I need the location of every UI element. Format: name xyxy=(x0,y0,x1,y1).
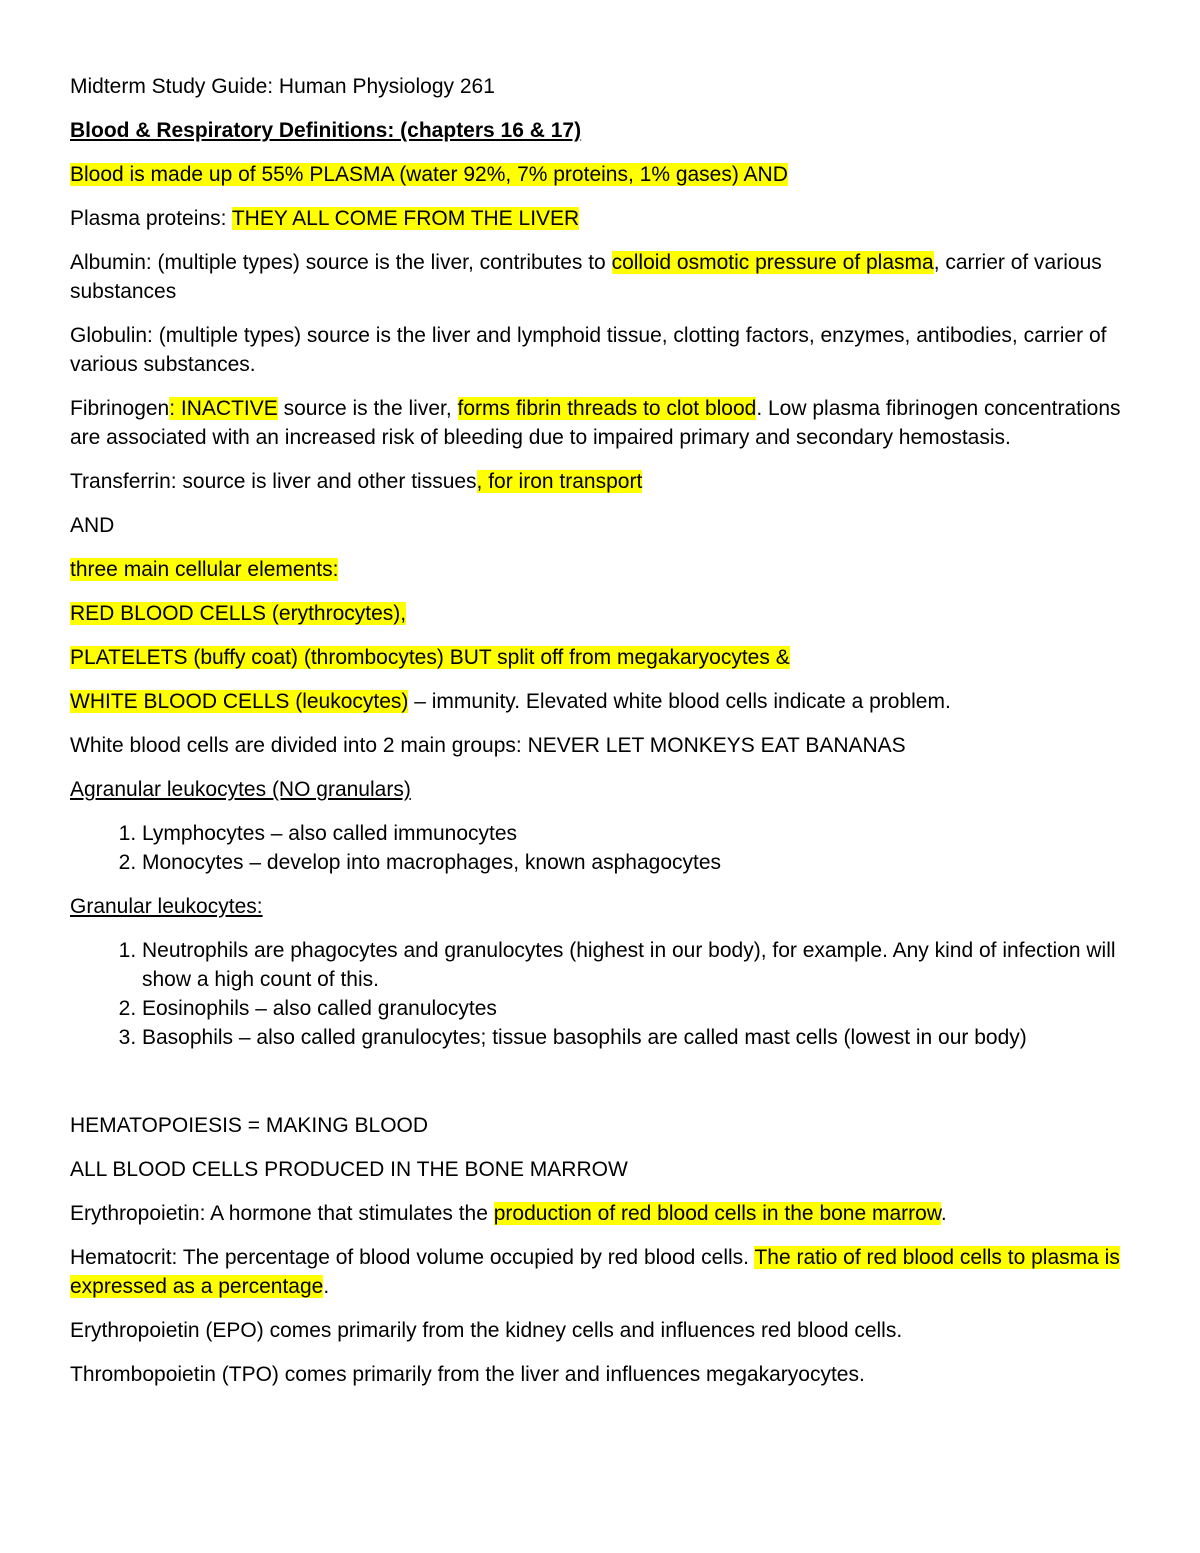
list-item: 3. Basophils – also called granulocytes; tissue basophils are called mast cells (lowest in our body) xyxy=(142,1023,1130,1052)
list-item: 1. Lymphocytes – also called immunocytes xyxy=(142,819,1130,848)
document-page xyxy=(70,72,1130,1404)
blood-intro: Blood is made up of 55% PLASMA (water 92%, 7% proteins, 1% gases) AND xyxy=(70,163,788,186)
hematopoiesis: HEMATOPOIESIS = MAKING BLOOD xyxy=(70,1114,429,1137)
agranular-heading: Agranular leukocytes (NO granulars) xyxy=(70,778,411,801)
list-item: 2. Monocytes – develop into macrophages, known asphagocytes xyxy=(142,848,1130,877)
plasma-proteins: Plasma proteins: THEY ALL COME FROM THE LIVER xyxy=(70,207,580,230)
wbc-line: WHITE BLOOD CELLS (leukocytes) – immunity. Elevated white blood cells indicate a problem. xyxy=(70,690,951,713)
hematocrit-definition: Hematocrit: The percentage of blood volume occupied by red blood cells. The ratio of red blood cells to plasma is expressed as a percentage. xyxy=(70,1246,1120,1298)
list-item: 2. Eosinophils – also called granulocytes xyxy=(142,994,1130,1023)
tpo-definition: Thrombopoietin (TPO) comes primarily from the liver and influences megakaryocytes. xyxy=(70,1363,865,1386)
agranular-list xyxy=(70,819,1130,877)
wbc-groups: White blood cells are divided into 2 main groups: NEVER LET MONKEYS EAT BANANAS xyxy=(70,734,906,757)
granular-list xyxy=(70,936,1130,1052)
granular-heading: Granular leukocytes: xyxy=(70,895,263,918)
bone-marrow: ALL BLOOD CELLS PRODUCED IN THE BONE MARROW xyxy=(70,1158,628,1181)
albumin-definition: Albumin: (multiple types) source is the liver, contributes to colloid osmotic pressure of plasma, carrier of various substances xyxy=(70,251,1102,303)
rbc-line: RED BLOOD CELLS (erythrocytes), xyxy=(70,602,407,625)
document-title: Midterm Study Guide: Human Physiology 261 xyxy=(70,75,495,98)
transferrin-definition: Transferrin: source is liver and other tissues, for iron transport xyxy=(70,470,643,493)
fibrinogen-definition: Fibrinogen: INACTIVE source is the liver, forms fibrin threads to clot blood. Low plasma fibrinogen concentrations are associated with an increased risk of bleeding due to impaired primary and secondary hemostasis. xyxy=(70,397,1121,449)
and-text: AND xyxy=(70,514,115,537)
platelets-line: PLATELETS (buffy coat) (thrombocytes) BUT split off from megakaryocytes & xyxy=(70,646,790,669)
globulin-definition: Globulin: (multiple types) source is the liver and lymphoid tissue, clotting factors, enzymes, antibodies, carrier of various substances. xyxy=(70,324,1107,376)
section-heading: Blood & Respiratory Definitions: (chapters 16 & 17) xyxy=(70,119,582,142)
erythropoietin-definition: Erythropoietin: A hormone that stimulates the production of red blood cells in the bone marrow. xyxy=(70,1202,947,1225)
epo-definition: Erythropoietin (EPO) comes primarily from the kidney cells and influences red blood cells. xyxy=(70,1319,903,1342)
spacer xyxy=(70,1067,1130,1111)
list-item: 1. Neutrophils are phagocytes and granulocytes (highest in our body), for example. Any kind of infection will show a high count of this. xyxy=(142,936,1130,994)
cellular-elements-heading: three main cellular elements: xyxy=(70,558,339,581)
